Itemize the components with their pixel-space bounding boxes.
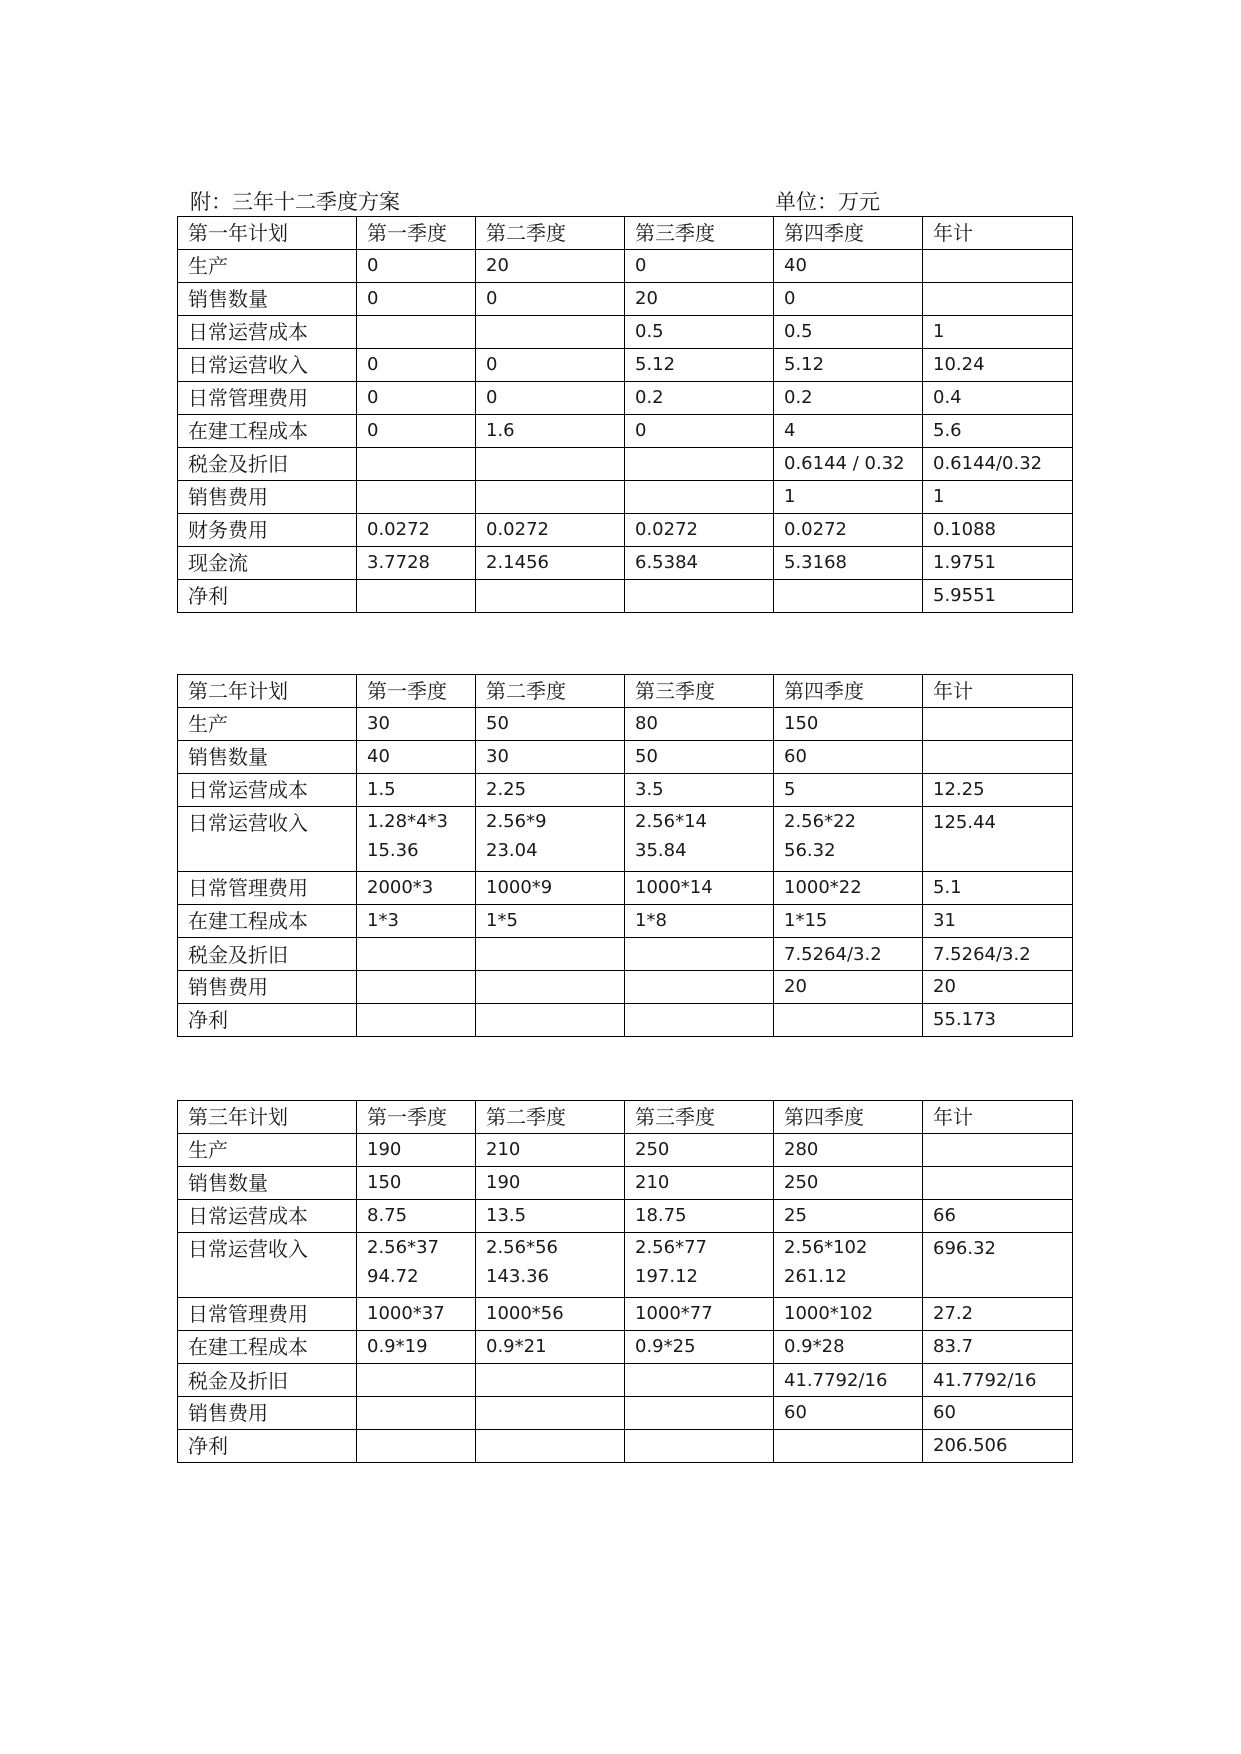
table-cell: 0	[476, 283, 625, 316]
table-cell: 2.1456	[476, 547, 625, 580]
table-cell: 0	[625, 415, 774, 448]
table-cell	[625, 807, 774, 872]
table-cell: 3.7728	[357, 547, 476, 580]
table-cell: 0.0272	[625, 514, 774, 547]
row-label: 日常运营成本	[178, 774, 357, 807]
column-header: 第二季度	[476, 1101, 625, 1134]
table-cell: 0.6144/0.32	[923, 448, 1073, 481]
row-label: 税金及折旧	[178, 1364, 357, 1397]
table-cell	[625, 1430, 774, 1463]
table-cell: 1000*9	[476, 872, 625, 905]
row-label: 日常运营成本	[178, 316, 357, 349]
table-row	[178, 448, 1073, 481]
formula-text: 2.56*77	[635, 1237, 707, 1258]
table-cell: 41.7792/16	[923, 1364, 1073, 1397]
table-cell: 1000*56	[476, 1298, 625, 1331]
row-label: 日常运营成本	[178, 1200, 357, 1233]
table-cell: 60	[923, 1397, 1073, 1430]
table-cell	[625, 448, 774, 481]
table-cell	[476, 316, 625, 349]
table-cell: 0.1088	[923, 514, 1073, 547]
table-row	[178, 349, 1073, 382]
table-cell: 0.0272	[774, 514, 923, 547]
table-cell	[357, 1364, 476, 1397]
column-header: 第一季度	[357, 675, 476, 708]
table-row	[178, 415, 1073, 448]
table-cell: 8.75	[357, 1200, 476, 1233]
table-cell: 1	[923, 481, 1073, 514]
table-cell: 31	[923, 905, 1073, 938]
table-cell	[357, 580, 476, 613]
table-cell: 41.7792/16	[774, 1364, 923, 1397]
table-cell: 150	[774, 708, 923, 741]
table-row	[178, 316, 1073, 349]
table-cell	[774, 1430, 923, 1463]
table-row	[178, 1004, 1073, 1037]
table-cell: 0.0272	[357, 514, 476, 547]
row-label: 现金流	[178, 547, 357, 580]
column-header: 第三季度	[625, 1101, 774, 1134]
table-cell: 250	[774, 1167, 923, 1200]
table-cell: 18.75	[625, 1200, 774, 1233]
table-cell: 0	[774, 283, 923, 316]
table-cell	[625, 1233, 774, 1298]
column-header: 第三季度	[625, 217, 774, 250]
table-cell: 1000*102	[774, 1298, 923, 1331]
column-header: 第四季度	[774, 1101, 923, 1134]
table-row	[178, 1134, 1073, 1167]
table-row	[178, 1200, 1073, 1233]
table-cell	[625, 481, 774, 514]
table-cell: 5.1	[923, 872, 1073, 905]
row-label: 日常运营收入	[178, 1233, 357, 1298]
table-cell: 0.6144 / 0.32	[774, 448, 923, 481]
table-row	[178, 1167, 1073, 1200]
table-cell: 12.25	[923, 774, 1073, 807]
row-label: 日常管理费用	[178, 1298, 357, 1331]
table-cell	[357, 316, 476, 349]
table-cell	[625, 580, 774, 613]
row-label: 在建工程成本	[178, 905, 357, 938]
table-cell	[476, 448, 625, 481]
table-cell: 125.44	[923, 807, 1073, 872]
page-header	[190, 186, 1080, 216]
table-cell: 190	[476, 1167, 625, 1200]
table-cell: 1.6	[476, 415, 625, 448]
table-row	[178, 708, 1073, 741]
column-header: 第一季度	[357, 1101, 476, 1134]
row-label: 销售数量	[178, 1167, 357, 1200]
row-label: 生产	[178, 1134, 357, 1167]
table-row	[178, 872, 1073, 905]
table-cell: 0.5	[625, 316, 774, 349]
table-cell: 0.9*25	[625, 1331, 774, 1364]
table-cell: 83.7	[923, 1331, 1073, 1364]
table-cell: 0	[625, 250, 774, 283]
table-cell: 210	[625, 1167, 774, 1200]
column-header: 第三季度	[625, 675, 774, 708]
table-cell: 4	[774, 415, 923, 448]
table-cell: 50	[476, 708, 625, 741]
table-cell: 0.9*28	[774, 1331, 923, 1364]
row-label: 在建工程成本	[178, 415, 357, 448]
table-cell: 2000*3	[357, 872, 476, 905]
row-label: 财务费用	[178, 514, 357, 547]
row-label: 销售费用	[178, 481, 357, 514]
table-cell: 1000*14	[625, 872, 774, 905]
table-cell: 0	[476, 349, 625, 382]
result-text: 56.32	[784, 840, 836, 861]
table-cell: 55.173	[923, 1004, 1073, 1037]
table-cell: 30	[357, 708, 476, 741]
row-label: 生产	[178, 250, 357, 283]
table-cell: 60	[774, 1397, 923, 1430]
table-cell: 1*5	[476, 905, 625, 938]
table-cell: 66	[923, 1200, 1073, 1233]
table-cell: 206.506	[923, 1430, 1073, 1463]
table-cell: 210	[476, 1134, 625, 1167]
table-cell: 150	[357, 1167, 476, 1200]
table-cell: 6.5384	[625, 547, 774, 580]
table-row	[178, 481, 1073, 514]
formula-text: 1.28*4*3	[367, 811, 448, 832]
table-cell	[357, 1397, 476, 1430]
table-cell	[476, 580, 625, 613]
table-row	[178, 938, 1073, 971]
table-cell	[357, 448, 476, 481]
table-cell: 20	[774, 971, 923, 1004]
table-cell: 1*3	[357, 905, 476, 938]
table-cell: 1000*22	[774, 872, 923, 905]
formula-text: 2.56*37	[367, 1237, 439, 1258]
table-cell: 80	[625, 708, 774, 741]
row-label: 净利	[178, 1430, 357, 1463]
row-label: 销售费用	[178, 971, 357, 1004]
table-cell: 0	[357, 283, 476, 316]
row-label: 销售数量	[178, 741, 357, 774]
result-text: 35.84	[635, 840, 687, 861]
column-header: 年计	[923, 675, 1073, 708]
table-cell	[625, 971, 774, 1004]
table-cell: 1000*37	[357, 1298, 476, 1331]
table-cell	[774, 1233, 923, 1298]
table-cell: 5	[774, 774, 923, 807]
table-cell	[357, 1430, 476, 1463]
year1-plan-table	[177, 216, 1073, 613]
row-label: 净利	[178, 1004, 357, 1037]
table-cell: 7.5264/3.2	[774, 938, 923, 971]
table-cell: 0.2	[774, 382, 923, 415]
table-cell	[357, 807, 476, 872]
plan-title-cell: 第一年计划	[178, 217, 357, 250]
table-cell	[625, 938, 774, 971]
table-row	[178, 1233, 1073, 1298]
table-row	[178, 807, 1073, 872]
table-cell: 5.6	[923, 415, 1073, 448]
table-cell: 0	[357, 349, 476, 382]
unit-label: 单位：万元	[775, 190, 880, 214]
table-row	[178, 905, 1073, 938]
table-cell	[923, 283, 1073, 316]
table-cell: 10.24	[923, 349, 1073, 382]
table-row	[178, 774, 1073, 807]
table-cell: 13.5	[476, 1200, 625, 1233]
table-cell: 20	[625, 283, 774, 316]
table-cell: 1.9751	[923, 547, 1073, 580]
row-label: 日常运营收入	[178, 349, 357, 382]
document-title: 附：三年十二季度方案	[190, 190, 400, 214]
table-cell	[476, 1430, 625, 1463]
column-header: 第四季度	[774, 217, 923, 250]
result-text: 143.36	[486, 1266, 549, 1287]
formula-text: 2.56*22	[784, 811, 856, 832]
plan-title-cell: 第二年计划	[178, 675, 357, 708]
table-header-row	[178, 675, 1073, 708]
row-label: 税金及折旧	[178, 448, 357, 481]
formula-text: 2.56*102	[784, 1237, 868, 1258]
table-cell	[476, 1233, 625, 1298]
table-row	[178, 971, 1073, 1004]
table-cell: 7.5264/3.2	[923, 938, 1073, 971]
table-cell: 250	[625, 1134, 774, 1167]
table-cell: 0	[357, 250, 476, 283]
table-cell	[476, 807, 625, 872]
table-cell: 5.12	[774, 349, 923, 382]
table-cell: 25	[774, 1200, 923, 1233]
table-row	[178, 1397, 1073, 1430]
column-header: 第二季度	[476, 217, 625, 250]
table-cell: 20	[476, 250, 625, 283]
table-cell: 0.0272	[476, 514, 625, 547]
table-cell: 0	[476, 382, 625, 415]
result-text: 261.12	[784, 1266, 847, 1287]
table-cell	[476, 1397, 625, 1430]
row-label: 净利	[178, 580, 357, 613]
table-cell	[774, 1004, 923, 1037]
column-header: 年计	[923, 217, 1073, 250]
table-header-row	[178, 1101, 1073, 1134]
column-header: 第二季度	[476, 675, 625, 708]
formula-text: 2.56*14	[635, 811, 707, 832]
table-cell: 30	[476, 741, 625, 774]
table-row	[178, 547, 1073, 580]
table-row	[178, 1331, 1073, 1364]
table-cell: 0.2	[625, 382, 774, 415]
table-cell: 40	[357, 741, 476, 774]
formula-text: 2.56*56	[486, 1237, 558, 1258]
table-cell	[476, 1004, 625, 1037]
result-text: 94.72	[367, 1266, 419, 1287]
table-cell: 5.9551	[923, 580, 1073, 613]
table-row	[178, 382, 1073, 415]
table-cell: 190	[357, 1134, 476, 1167]
table-cell: 5.3168	[774, 547, 923, 580]
table-cell: 1	[923, 316, 1073, 349]
table-cell: 0.4	[923, 382, 1073, 415]
table-cell: 1.5	[357, 774, 476, 807]
row-label: 日常运营收入	[178, 807, 357, 872]
table-cell: 0.5	[774, 316, 923, 349]
table-row	[178, 741, 1073, 774]
table-cell: 280	[774, 1134, 923, 1167]
table-cell: 27.2	[923, 1298, 1073, 1331]
row-label: 税金及折旧	[178, 938, 357, 971]
table-cell	[357, 971, 476, 1004]
table-cell	[923, 708, 1073, 741]
table-cell	[476, 481, 625, 514]
row-label: 在建工程成本	[178, 1331, 357, 1364]
result-text: 197.12	[635, 1266, 698, 1287]
table-cell: 0	[357, 415, 476, 448]
table-cell	[625, 1397, 774, 1430]
table-cell: 60	[774, 741, 923, 774]
table-cell: 2.25	[476, 774, 625, 807]
table-cell	[357, 1233, 476, 1298]
table-cell	[923, 741, 1073, 774]
row-label: 日常管理费用	[178, 872, 357, 905]
formula-text: 2.56*9	[486, 811, 547, 832]
table-cell	[476, 971, 625, 1004]
table-cell	[774, 807, 923, 872]
table-row	[178, 1298, 1073, 1331]
table-row	[178, 514, 1073, 547]
plan-title-cell: 第三年计划	[178, 1101, 357, 1134]
table-header-row	[178, 217, 1073, 250]
table-cell: 1*15	[774, 905, 923, 938]
table-row	[178, 250, 1073, 283]
table-cell: 1*8	[625, 905, 774, 938]
table-cell	[476, 1364, 625, 1397]
table-cell: 5.12	[625, 349, 774, 382]
table-cell: 0.9*21	[476, 1331, 625, 1364]
table-row	[178, 580, 1073, 613]
row-label: 日常管理费用	[178, 382, 357, 415]
column-header: 年计	[923, 1101, 1073, 1134]
table-cell: 50	[625, 741, 774, 774]
column-header: 第四季度	[774, 675, 923, 708]
table-row	[178, 1364, 1073, 1397]
table-cell: 696.32	[923, 1233, 1073, 1298]
result-text: 23.04	[486, 840, 538, 861]
table-cell: 1000*77	[625, 1298, 774, 1331]
table-cell: 1	[774, 481, 923, 514]
row-label: 销售费用	[178, 1397, 357, 1430]
table-cell	[357, 1004, 476, 1037]
table-row	[178, 1430, 1073, 1463]
table-cell: 40	[774, 250, 923, 283]
table-cell	[923, 1134, 1073, 1167]
table-cell	[357, 481, 476, 514]
table-cell	[923, 250, 1073, 283]
row-label: 销售数量	[178, 283, 357, 316]
table-cell	[923, 1167, 1073, 1200]
table-row	[178, 283, 1073, 316]
year3-plan-table	[177, 1100, 1073, 1463]
row-label: 生产	[178, 708, 357, 741]
column-header: 第一季度	[357, 217, 476, 250]
table-cell: 3.5	[625, 774, 774, 807]
table-cell	[625, 1364, 774, 1397]
table-cell	[476, 938, 625, 971]
table-cell	[774, 580, 923, 613]
table-cell: 0.9*19	[357, 1331, 476, 1364]
table-cell	[625, 1004, 774, 1037]
result-text: 15.36	[367, 840, 419, 861]
table-cell	[357, 938, 476, 971]
table-cell: 20	[923, 971, 1073, 1004]
year2-plan-table	[177, 674, 1073, 1037]
table-cell: 0	[357, 382, 476, 415]
